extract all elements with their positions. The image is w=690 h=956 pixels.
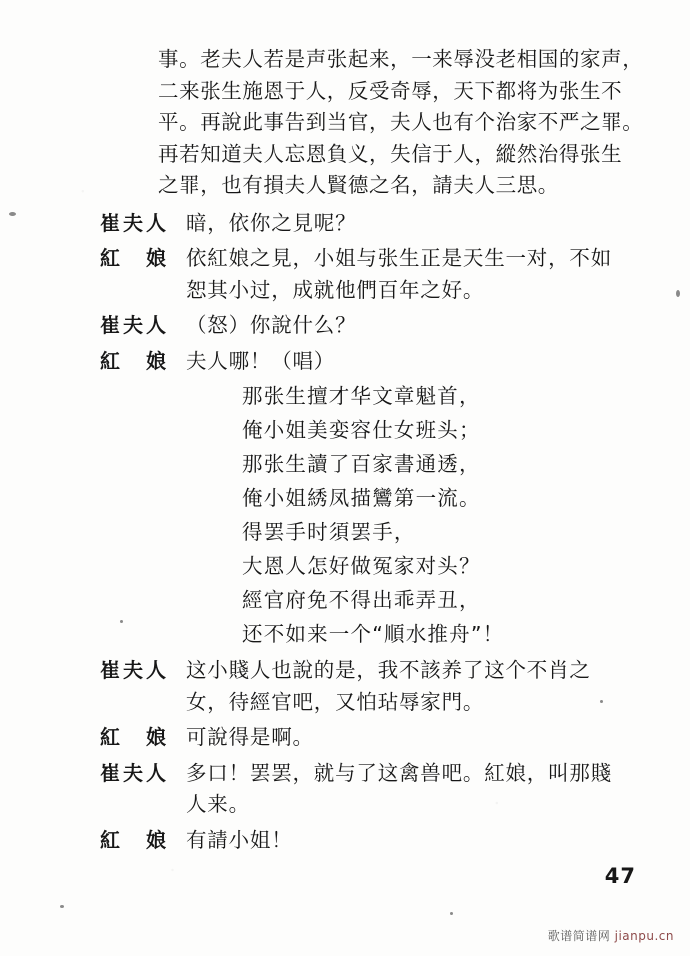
dialogue-row (100, 310, 638, 342)
speech-text (186, 310, 638, 342)
speech-text (186, 825, 638, 857)
speech-text (186, 722, 638, 754)
verse-line: 俺小姐綉凤描鸞第一流。 (242, 486, 481, 510)
watermark (548, 927, 674, 944)
speaker-name: 崔夫人 (100, 760, 169, 785)
verse-line: 經官府免不得出乖弄丑， (242, 588, 481, 612)
speech-line: 人来。 (186, 792, 250, 816)
watermark-text: 歌谱简谱网 (547, 929, 611, 943)
speaker-name: 紅 娘 (100, 348, 169, 373)
verse-line: 大恩人怎好做冤家对头？ (242, 554, 481, 578)
dialogue-row (100, 655, 638, 718)
speaker-name: 紅 娘 (100, 246, 169, 270)
dialogue-row (100, 722, 638, 754)
speech-line: 多口！罢罢，就与了这禽兽吧。紅娘，叫那賤 (186, 760, 612, 785)
speech-text (186, 243, 638, 306)
paragraph-line: 事。老夫人若是声张起来，一来辱没老相国的家声， (158, 47, 644, 71)
verse-block (100, 379, 638, 651)
paragraph-line: 平。再說此事告到当官，夫人也有个治家不严之罪。 (158, 110, 644, 134)
dialogue-row (100, 243, 638, 306)
dialogue-row (100, 208, 638, 240)
paragraph-line: 再若知道夫人忘恩負义，失信于人，縱然治得张生 (158, 141, 623, 166)
verse-line: 俺小姐美娈容仕女班头； (242, 418, 481, 442)
speech-line: 这小賤人也說的是，我不該养了这个不肖之 (186, 658, 591, 682)
paragraph-line: 二来张生施恩于人，反受奇辱，天下都将为张生不 (158, 78, 623, 103)
speaker-name: 崔夫人 (100, 658, 169, 682)
speech-text (186, 208, 638, 240)
verse-line: 还不如来一个“順水推舟”！ (242, 622, 505, 646)
speech-line: （怒）你說什么？ (186, 313, 357, 337)
speech-line: 恕其小过，成就他們百年之好。 (186, 277, 485, 302)
speaker-name: 崔夫人 (100, 313, 169, 337)
speech-line: 女，待經官吧，又怕玷辱家門。 (186, 689, 485, 714)
speaker-name: 紅 娘 (100, 725, 169, 749)
dialogue-row (100, 825, 638, 857)
verse-line: 那张生讀了百家書通透， (242, 452, 481, 476)
verse-line: 得罢手时須罢手， (242, 520, 416, 544)
watermark-site: jianpu.cn (614, 929, 674, 943)
speech-text (186, 346, 638, 378)
speaker-name: 紅 娘 (100, 827, 169, 852)
paragraph-line: 之罪，也有損夫人賢德之名，請夫人三思。 (158, 173, 559, 197)
speech-line: 依紅娘之見，小姐与张生正是天生一对，不如 (186, 246, 612, 270)
page-number: 47 (604, 864, 636, 888)
speech-line: 可說得是啊。 (186, 725, 314, 749)
dialogue-row (100, 346, 638, 378)
speech-text (186, 758, 638, 821)
speech-line: 夫人哪！（唱） (186, 348, 336, 373)
speech-text (186, 655, 638, 718)
dialogue-row (100, 758, 638, 821)
opening-paragraph (100, 44, 644, 202)
speech-line: 暗，依你之見呢？ (186, 210, 357, 235)
verse-line: 那张生擅才华文章魁首， (242, 384, 481, 408)
speaker-name: 崔夫人 (100, 210, 169, 235)
speech-line: 有請小姐！ (186, 827, 293, 852)
